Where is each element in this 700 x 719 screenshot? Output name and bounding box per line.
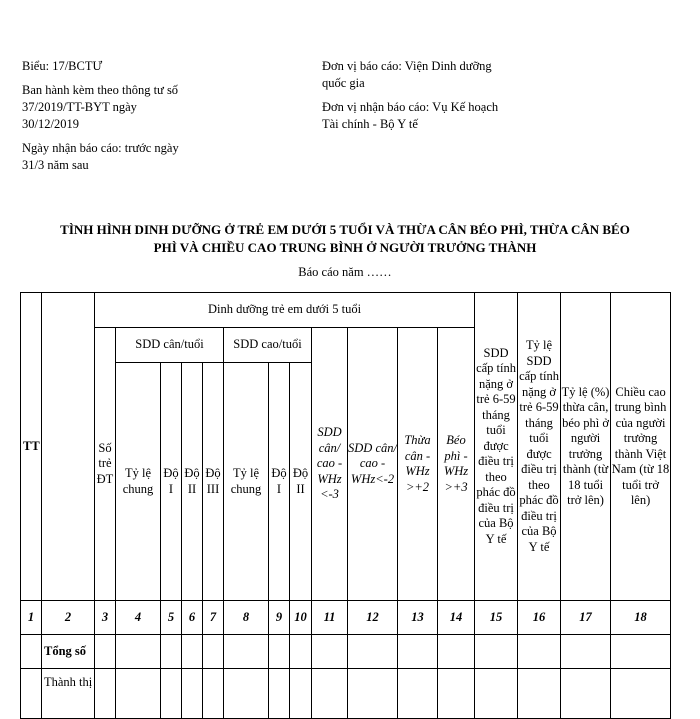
col-11-header: SDD cân/ cao - WHz <-3 — [312, 328, 348, 601]
col-number: 14 — [438, 601, 475, 635]
row-label-urban: Thành thị — [42, 669, 95, 719]
issued-by-line-1: Ban hành kèm theo thông tư số — [22, 83, 179, 97]
table-cell — [224, 669, 269, 719]
col-16-header: Tỷ lệ SDD cấp tính nặng ở trẻ 6-59 tháng tuổi được điều trị theo phác đồ điều trị của Bộ Y tế — [518, 293, 561, 601]
table-cell — [161, 635, 182, 669]
row-label-total: Tổng số — [42, 635, 95, 669]
col-number: 4 — [116, 601, 161, 635]
col-number: 9 — [269, 601, 290, 635]
table-cell — [182, 635, 203, 669]
col-18-header: Chiều cao trung bình của người trưởng thành Việt Nam (từ 18 tuổi trở lên) — [611, 293, 671, 601]
col-number: 11 — [312, 601, 348, 635]
col-number: 2 — [42, 601, 95, 635]
table-cell — [161, 669, 182, 719]
col-so-tre-header: Số trẻ ĐT — [95, 328, 116, 601]
table-cell — [438, 669, 475, 719]
table-cell — [224, 635, 269, 669]
col-17-header: Tỷ lệ (%) thừa cân, béo phì ở người trưởng thành (từ 18 tuổi trở lên) — [561, 293, 611, 601]
receiving-unit — [322, 99, 552, 133]
col-ty-le-chung-header: Tỷ lệ chung — [116, 363, 161, 601]
table-cell — [269, 635, 290, 669]
col-do-ii-2-header: Độ II — [290, 363, 312, 601]
table-cell — [475, 635, 518, 669]
table-cell — [290, 669, 312, 719]
table-cell — [116, 635, 161, 669]
table-cell — [95, 669, 116, 719]
col-number: 3 — [95, 601, 116, 635]
table-cell — [348, 669, 398, 719]
table-cell — [116, 669, 161, 719]
col-ty-le-chung-2-header: Tỷ lệ chung — [224, 363, 269, 601]
col-15-header: SDD cấp tính nặng ở trẻ 6-59 tháng tuổi được điều trị theo phác đồ điều trị của Bộ Y tế — [475, 293, 518, 601]
receive-date — [22, 140, 237, 174]
table-cell — [312, 635, 348, 669]
issued-by — [22, 82, 237, 133]
report-subtitle: Báo cáo năm …… — [298, 265, 392, 279]
issued-by-line-2: 37/2019/TT-BYT ngày — [22, 100, 137, 114]
table-cell — [95, 635, 116, 669]
table-cell — [21, 635, 42, 669]
header-left — [22, 58, 237, 181]
table-cell — [203, 635, 224, 669]
report-title-line-1: TÌNH HÌNH DINH DƯỠNG Ở TRẺ EM DƯỚI 5 TUỔI VÀ THỪA CÂN BÉO PHÌ, THỪA CÂN BÉO — [60, 222, 630, 237]
col-number: 18 — [611, 601, 671, 635]
col-number: 5 — [161, 601, 182, 635]
table-cell — [182, 669, 203, 719]
col-14-header: Béo phì - WHz >+3 — [438, 328, 475, 601]
col-number: 12 — [348, 601, 398, 635]
receive-date-line-2: 31/3 năm sau — [22, 158, 89, 172]
col-do-iii-header: Độ III — [203, 363, 224, 601]
col-number: 17 — [561, 601, 611, 635]
table-cell — [611, 669, 671, 719]
table-cell — [518, 669, 561, 719]
table-cell — [518, 635, 561, 669]
table-cell — [312, 669, 348, 719]
col-number: 15 — [475, 601, 518, 635]
report-title — [20, 221, 670, 257]
table-cell — [398, 635, 438, 669]
reporting-unit-line-1: Đơn vị báo cáo: Viện Dinh dưỡng — [322, 59, 492, 73]
reporting-unit — [322, 58, 552, 92]
col-13-header: Thừa cân - WHz >+2 — [398, 328, 438, 601]
sdd-can-tuoi-header: SDD cân/tuổi — [116, 328, 224, 363]
table-cell — [611, 635, 671, 669]
col-number: 7 — [203, 601, 224, 635]
report-title-line-2: PHÌ VÀ CHIỀU CAO TRUNG BÌNH Ở NGƯỜI TRƯỞNG THÀNH — [153, 240, 537, 255]
table-cell — [290, 635, 312, 669]
table-cell — [438, 635, 475, 669]
col-number: 6 — [182, 601, 203, 635]
col-12-header: SDD cân/ cao - WHz<-2 — [348, 328, 398, 601]
receive-date-line-1: Ngày nhận báo cáo: trước ngày — [22, 141, 179, 155]
table-cell — [203, 669, 224, 719]
col-do-i-2-header: Độ I — [269, 363, 290, 601]
form-code: Biểu: 17/BCTƯ — [22, 59, 103, 73]
header-right — [322, 58, 552, 140]
table-cell — [348, 635, 398, 669]
table-cell — [475, 669, 518, 719]
receiving-unit-line-2: Tài chính - Bộ Y tế — [322, 117, 418, 131]
col-2-header — [42, 293, 95, 601]
receiving-unit-line-1: Đơn vị nhận báo cáo: Vụ Kế hoạch — [322, 100, 499, 114]
col-number: 8 — [224, 601, 269, 635]
group-header-children: Dinh dưỡng trẻ em dưới 5 tuổi — [95, 293, 475, 328]
table-cell — [398, 669, 438, 719]
sdd-cao-tuoi-header: SDD cao/tuổi — [224, 328, 312, 363]
col-number: 10 — [290, 601, 312, 635]
header-row-group — [21, 293, 671, 328]
table-cell — [561, 669, 611, 719]
reporting-unit-line-2: quốc gia — [322, 76, 365, 90]
col-tt-header: TT — [21, 293, 42, 601]
report-table — [20, 292, 671, 719]
col-number: 16 — [518, 601, 561, 635]
col-number: 1 — [21, 601, 42, 635]
col-number: 13 — [398, 601, 438, 635]
table-cell — [21, 669, 42, 719]
table-row-total — [21, 635, 671, 669]
table-cell — [269, 669, 290, 719]
col-do-ii-header: Độ II — [182, 363, 203, 601]
table-row-urban — [21, 669, 671, 719]
issued-by-line-3: 30/12/2019 — [22, 117, 79, 131]
table-cell — [561, 635, 611, 669]
col-do-i-header: Độ I — [161, 363, 182, 601]
column-number-row — [21, 601, 671, 635]
